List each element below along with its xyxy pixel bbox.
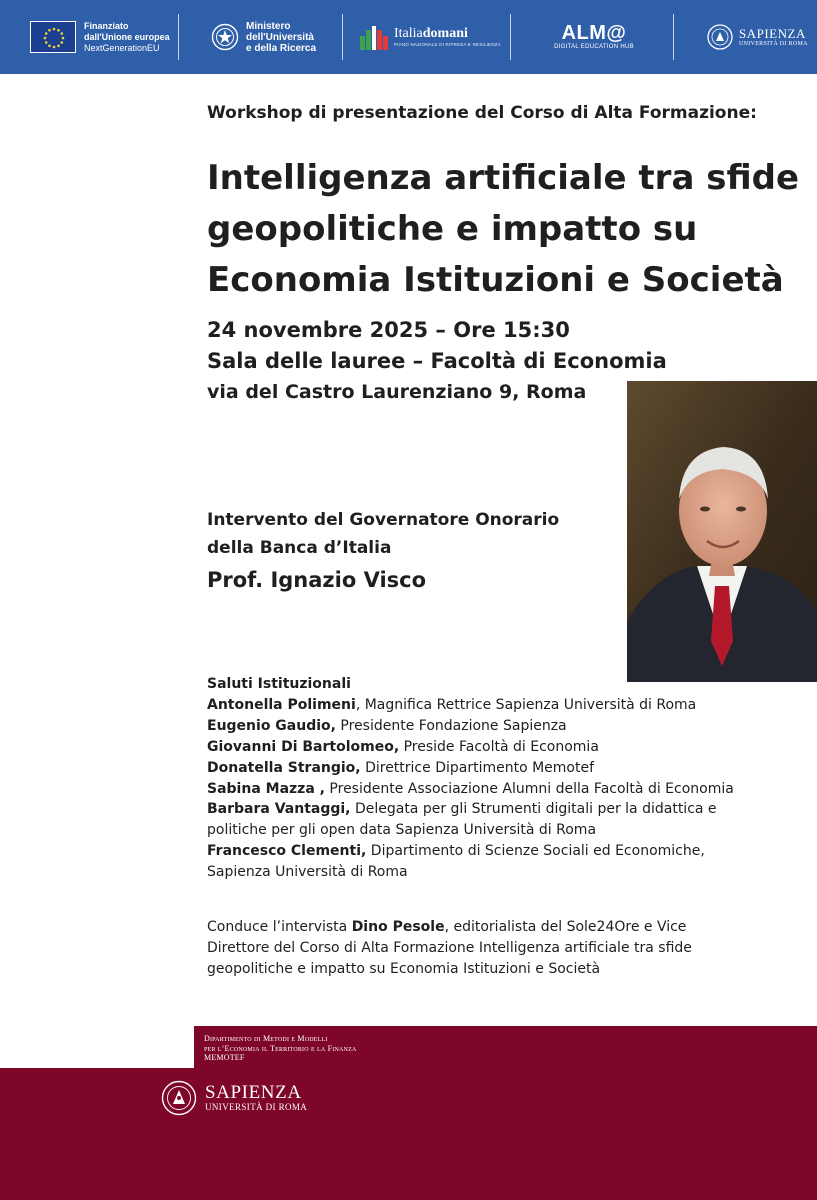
italiadomani-subtitle: PIANO NAZIONALE DI RIPRESA E RESILIENZA	[394, 42, 501, 47]
moderator-name: Dino Pesole	[351, 919, 445, 935]
event-title-line: Economia Istituzioni e Società	[207, 260, 784, 300]
greeting-person-role: Presidente Associazione Alumni della Facoltà di Economia	[324, 780, 734, 797]
italiadomani-logo	[360, 14, 501, 60]
sapienza-header-logo	[707, 14, 808, 60]
sapienza-footer-subtitle: UNIVERSITÀ DI ROMA	[205, 1102, 308, 1112]
banner-divider	[178, 14, 179, 60]
banner-divider	[342, 14, 343, 60]
speaker-name: Prof. Ignazio Visco	[207, 568, 427, 592]
partner-logo-banner	[0, 0, 817, 74]
moderator-line: Direttore del Corso di Alta Formazione Intelligenza artificiale tra sfide	[207, 939, 692, 956]
greeting-entry	[207, 799, 734, 820]
sapienza-footer-name: SAPIENZA	[205, 1082, 302, 1103]
banner-divider	[510, 14, 511, 60]
sapienza-seal-icon	[707, 24, 733, 50]
greeting-entry	[207, 758, 734, 779]
banner-divider	[673, 14, 674, 60]
greeting-entry	[207, 695, 734, 716]
greeting-person-name: Giovanni Di Bartolomeo,	[207, 738, 400, 755]
alma-name: ALM@	[561, 21, 627, 44]
moderator-note	[207, 917, 692, 980]
greeting-person-name: Donatella Strangio,	[207, 759, 361, 776]
speaker-intro-line: Intervento del Governatore Onorario	[207, 510, 560, 530]
sapienza-header-name: SAPIENZA	[739, 25, 806, 41]
greeting-person-name: Sabina Mazza ,	[207, 780, 325, 797]
department-line: Dipartimento di Metodi e Modelli	[204, 1034, 328, 1043]
department-line: per l’Economia il Territorio e la Finanza	[204, 1043, 357, 1053]
department-name	[204, 1034, 357, 1063]
department-footer-tab	[194, 1026, 817, 1068]
sapienza-header-subtitle: UNIVERSITÀ DI ROMA	[739, 40, 808, 47]
institutional-greetings	[207, 674, 734, 883]
greeting-person-role: Delegata per gli Strumenti digitali per la didattica e	[350, 801, 717, 818]
greeting-person-role: Direttrice Dipartimento Memotef	[360, 759, 595, 776]
mur-line3: e della Ricerca	[246, 42, 317, 54]
greeting-person-name: Eugenio Gaudio,	[207, 717, 336, 734]
mur-line1: Ministero	[246, 20, 291, 32]
eu-line1: Finanziato	[84, 20, 129, 31]
italian-republic-emblem-icon	[211, 23, 239, 51]
greeting-person-role: Dipartimento di Scienze Sociali ed Economiche,	[366, 843, 705, 860]
moderator-line: geopolitiche e impatto su Economia Istituzioni e Società	[207, 960, 601, 977]
greeting-entry-continued: Sapienza Università di Roma	[207, 864, 408, 881]
italian-flag-icon	[360, 24, 388, 50]
speaker-block	[207, 506, 559, 597]
greeting-person-role: Preside Facoltà di Economia	[399, 738, 599, 755]
greeting-person-name: Antonella Polimeni	[207, 696, 356, 713]
alma-logo	[548, 14, 640, 60]
speaker-portrait	[627, 381, 817, 682]
greeting-entry-continued: politiche per gli open data Sapienza Università di Roma	[207, 822, 597, 839]
greeting-person-role: , Magnifica Rettrice Sapienza Università di Roma	[355, 696, 697, 713]
event-address: via del Castro Laurenziano 9, Roma	[207, 381, 587, 403]
moderator-suffix: , editorialista del Sole24Ore e Vice	[444, 919, 687, 935]
greeting-entry	[207, 737, 734, 758]
event-venue: Sala delle lauree – Facoltà di Economia	[207, 349, 667, 373]
eu-line2: dall'Unione europea	[84, 31, 170, 42]
event-title-line: Intelligenza artificiale tra sfide	[207, 158, 800, 198]
italiadomani-name-b: domani	[422, 26, 468, 41]
greeting-person-name: Barbara Vantaggi,	[207, 801, 351, 818]
greeting-entry	[207, 779, 734, 800]
event-subtitle: Workshop di presentazione del Corso di Alta Formazione:	[207, 103, 757, 123]
mur-logo	[211, 14, 316, 60]
speaker-intro-line: della Banca d’Italia	[207, 538, 392, 558]
sapienza-footer-logo	[161, 1080, 307, 1116]
alma-subtitle: DIGITAL EDUCATION HUB	[554, 43, 634, 50]
greeting-person-name: Francesco Clementi,	[207, 843, 367, 860]
event-details	[207, 315, 667, 407]
greetings-heading: Saluti Istituzionali	[207, 676, 351, 692]
sapienza-seal-icon	[161, 1080, 197, 1116]
greeting-person-role: Presidente Fondazione Sapienza	[335, 717, 567, 734]
moderator-prefix: Conduce l’intervista	[207, 919, 352, 935]
eu-flag-icon	[30, 21, 76, 53]
italiadomani-name-a: Italia	[394, 26, 423, 41]
greeting-entry	[207, 841, 734, 862]
department-line: MEMOTEF	[204, 1053, 245, 1062]
eu-line3: NextGenerationEU	[84, 42, 160, 53]
greeting-entry	[207, 716, 734, 737]
event-title	[207, 153, 799, 306]
footer-band	[0, 1068, 817, 1200]
mur-line2: dell'Università	[246, 31, 314, 43]
event-title-line: geopolitiche e impatto su	[207, 209, 698, 249]
event-date: 24 novembre 2025 – Ore 15:30	[207, 318, 570, 342]
eu-logo	[30, 14, 170, 60]
